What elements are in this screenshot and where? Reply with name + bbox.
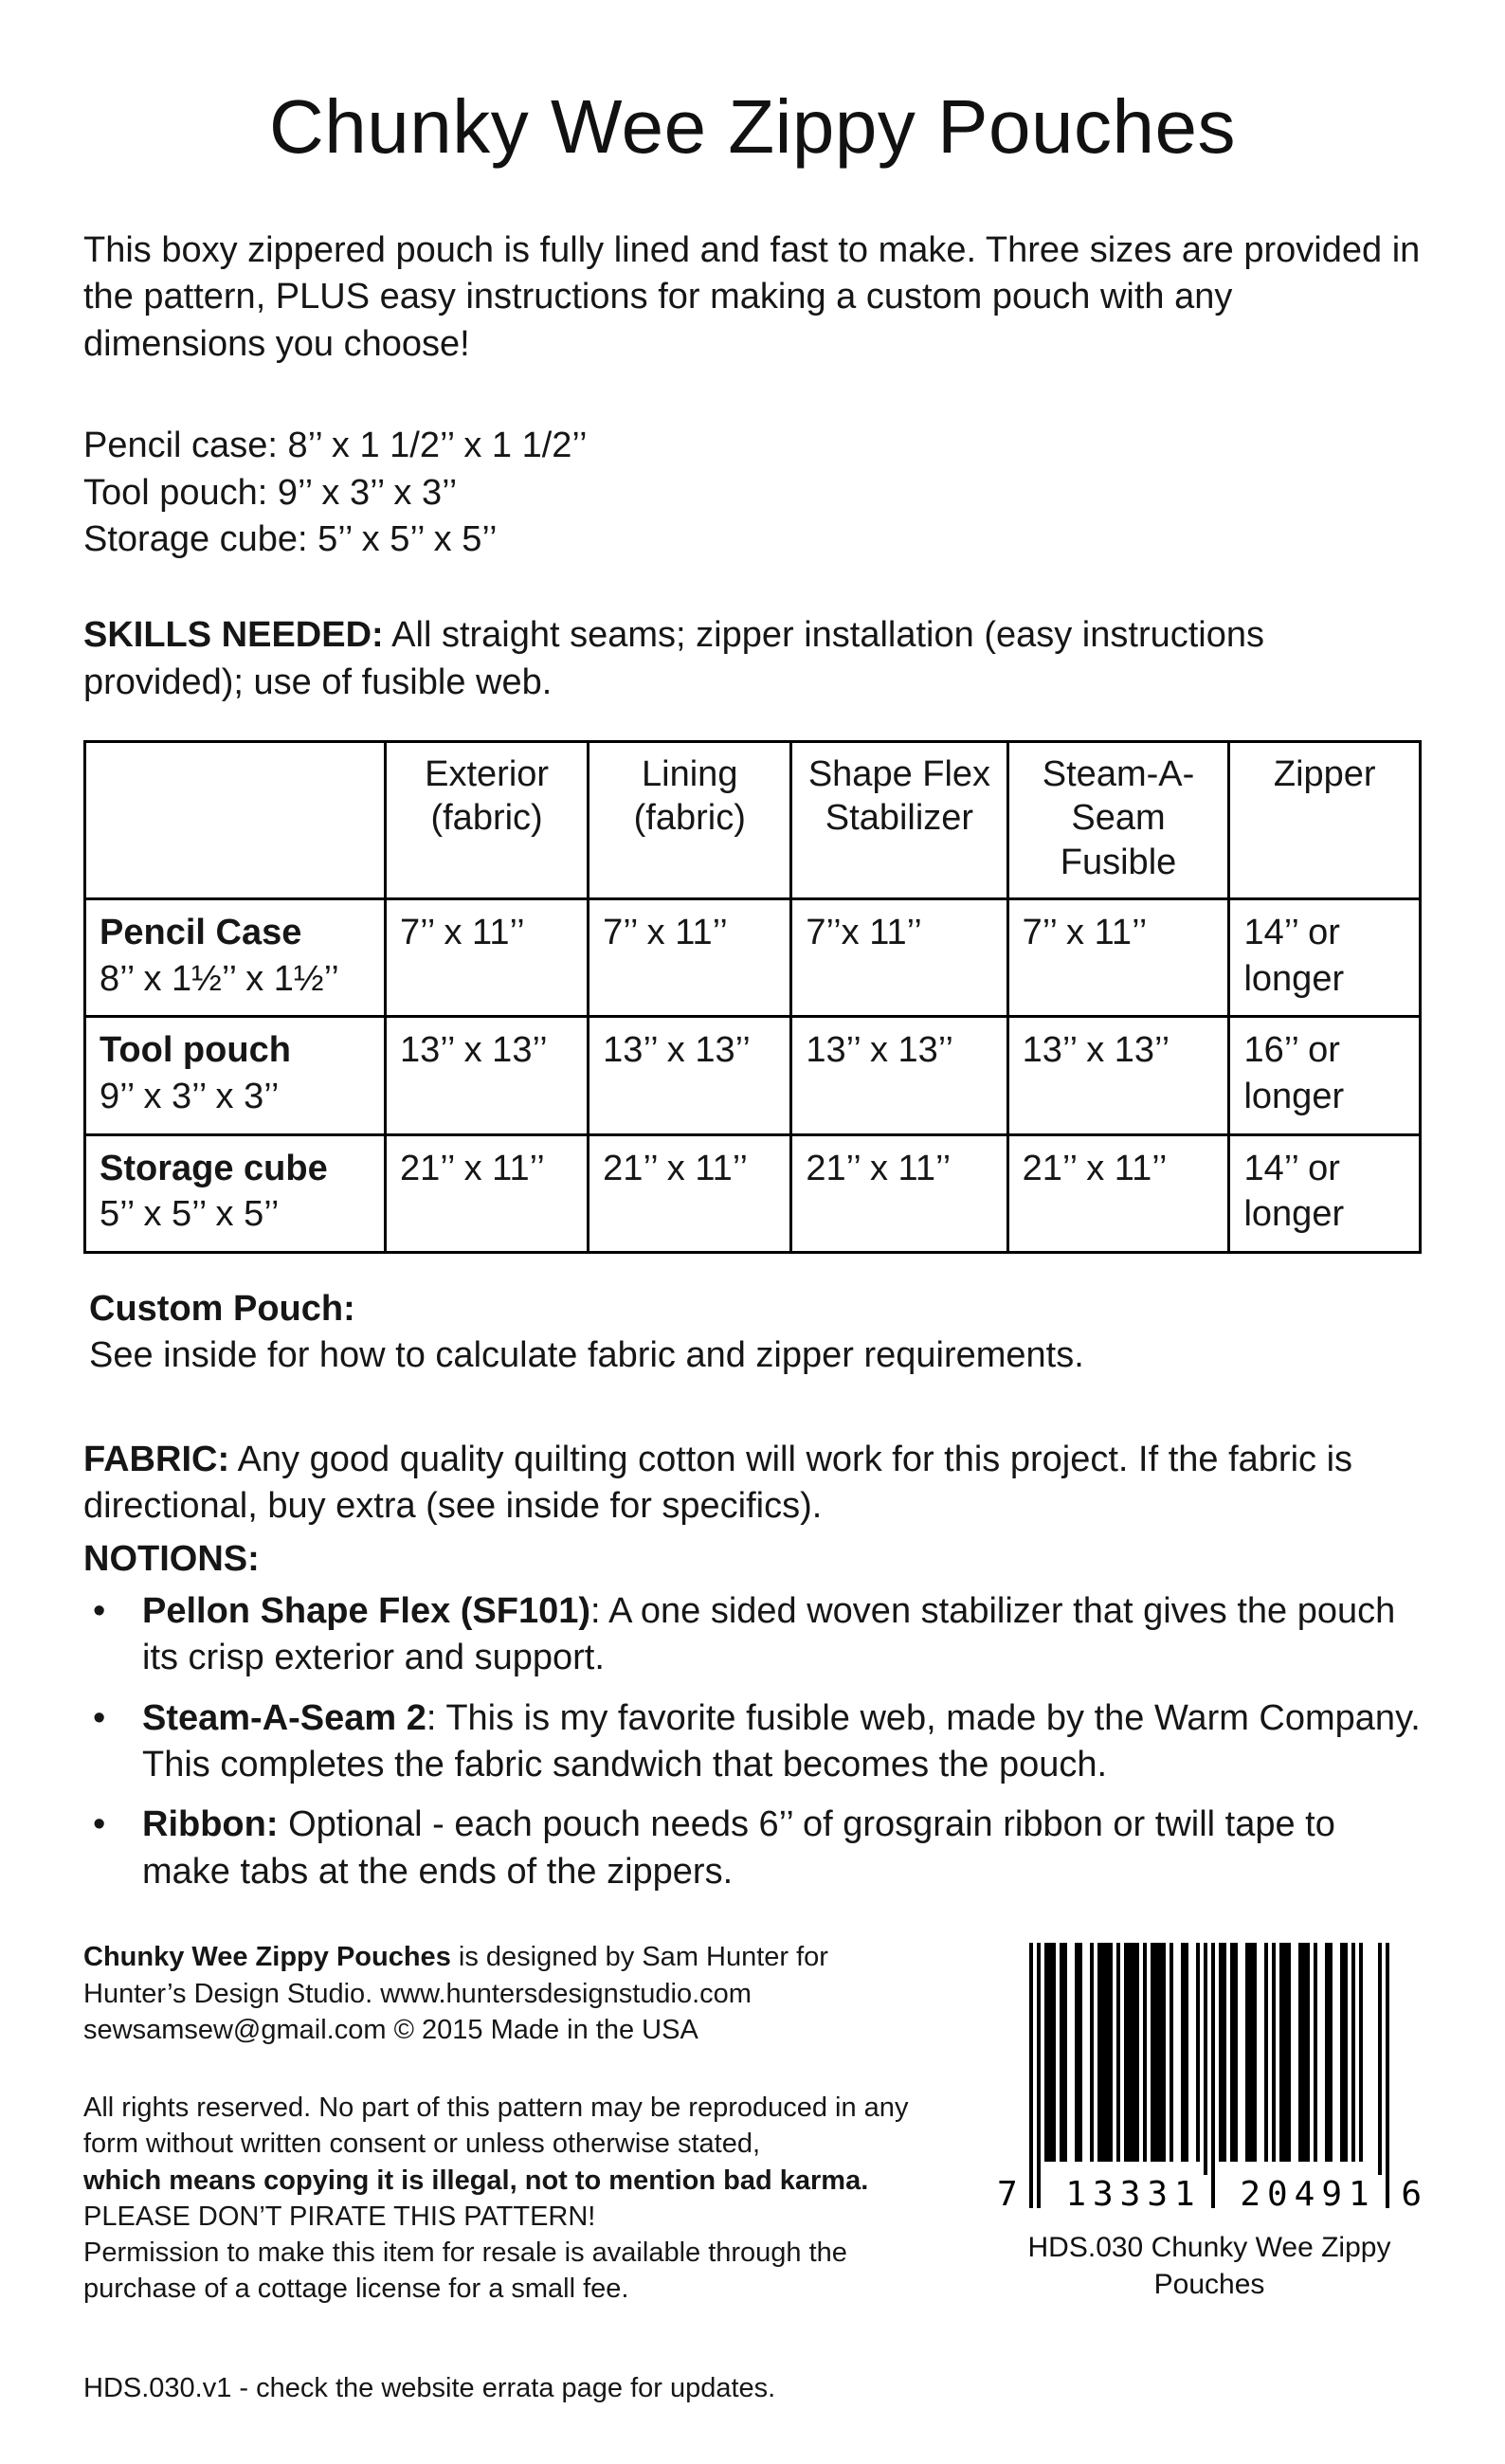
custom-pouch-label: Custom Pouch: (89, 1288, 355, 1329)
table-row-tool-pouch (85, 1017, 1421, 1134)
notion-item-steam-a-seam (83, 1695, 1422, 1789)
skills-needed-text: All straight seams; zipper installation (easy instructions provided); use of fusible web. (83, 615, 1264, 702)
row-label-storage-cube (85, 1134, 386, 1252)
barcode-group2: 20491 (1232, 2175, 1384, 2214)
notion-item-ribbon (83, 1802, 1422, 1895)
table-cell: 14’’ or longer (1229, 899, 1421, 1017)
rights-text: All rights reserved. No part of this pattern may be reproduced in any form without written consent or unless otherwise stated, (83, 2093, 909, 2160)
notion-body: : This is my favorite fusible web, made by the Warm Company. This completes the fabric sandwich that becomes the pouch. (142, 1697, 1421, 1785)
table-cell: 21’’ x 11’’ (791, 1134, 1007, 1252)
bullet-icon: • (93, 1697, 106, 1738)
table-row-pencil-case (85, 899, 1421, 1017)
column-header-zipper: Zipper (1229, 742, 1421, 899)
notion-text (142, 1695, 1422, 1789)
size-line-pencil-case: Pencil case: 8’’ x 1 1/2’’ x 1 1/2’’ (83, 426, 588, 466)
table-cell: 21’’ x 11’’ (1007, 1134, 1229, 1252)
notion-text (142, 1802, 1422, 1895)
table-cell: 21’’ x 11’’ (386, 1134, 589, 1252)
barcode (997, 1943, 1422, 2214)
table-cell: 7’’ x 11’’ (386, 899, 589, 1017)
bullet-icon: • (93, 1804, 106, 1845)
barcode-right-digit: 6 (1401, 2175, 1422, 2215)
custom-pouch-note (89, 1286, 1422, 1380)
barcode-bars (1029, 1943, 1389, 2208)
size-line-tool-pouch: Tool pouch: 9’’ x 3’’ x 3’’ (83, 472, 458, 513)
table-cell: 7’’x 11’’ (791, 899, 1007, 1017)
notion-item-shape-flex (83, 1588, 1422, 1682)
notion-body: Optional - each pouch needs 6’’ of grosgrain ribbon or twill tape to make tabs at the ends of the zippers. (142, 1804, 1335, 1892)
size-line-storage-cube: Storage cube: 5’’ x 5’’ x 5’’ (83, 518, 498, 559)
table-cell: 13’’ x 13’’ (589, 1017, 791, 1134)
credits-paragraph (83, 1939, 856, 2048)
rights-paragraph (83, 2090, 941, 2308)
custom-pouch-text: See inside for how to calculate fabric and zipper requirements. (89, 1335, 1084, 1376)
row-name: Pencil Case (100, 913, 302, 953)
table-cell: 13’’ x 13’’ (791, 1017, 1007, 1134)
row-name: Storage cube (100, 1148, 328, 1188)
rights-bold-line (83, 2163, 941, 2199)
credits-text: is designed by Sam Hunter for Hunter’s Design Studio. www.huntersdesignstudio.com (83, 1942, 828, 2009)
column-header-shape-flex: Shape Flex Stabilizer (791, 742, 1007, 899)
rights-bold-text: which means copying it is illegal, not to mention bad karma. (83, 2165, 869, 2196)
column-header-exterior: Exterior (fabric) (386, 742, 589, 899)
row-label-pencil-case (85, 899, 386, 1017)
rights-resale-text: Permission to make this item for resale is available through the purchase of a cottage license for a small fee. (83, 2238, 847, 2305)
table-cell: 13’’ x 13’’ (1007, 1017, 1229, 1134)
row-name: Tool pouch (100, 1030, 291, 1071)
intro-paragraph: This boxy zippered pouch is fully lined and fast to make. Three sizes are provided in the pattern, PLUS easy instructions for making a custom pouch with any dimensions you choose! (83, 230, 1421, 364)
notions-list (83, 1588, 1422, 1895)
row-dims: 8’’ x 1½’’ x 1½’’ (100, 958, 339, 999)
notion-text (142, 1588, 1422, 1682)
row-label-tool-pouch (85, 1017, 386, 1134)
page-title: Chunky Wee Zippy Pouches (269, 84, 1236, 169)
materials-table (83, 740, 1422, 1254)
fabric-paragraph (83, 1437, 1422, 1531)
column-header-lining: Lining (fabric) (589, 742, 791, 899)
table-header-row (85, 742, 1421, 899)
notion-lead: Ribbon: (142, 1804, 279, 1845)
footer-section (83, 1939, 1422, 2406)
skills-needed-paragraph (83, 612, 1422, 706)
barcode-caption: HDS.030 Chunky Wee Zippy Pouches (1027, 2232, 1391, 2301)
column-header-steam-a-seam: Steam-A-Seam Fusible (1007, 742, 1229, 899)
credits-title: Chunky Wee Zippy Pouches (83, 1942, 451, 1973)
notions-heading-label: NOTIONS: (83, 1538, 260, 1579)
notion-lead: Steam-A-Seam 2 (142, 1697, 426, 1738)
table-cell: 7’’ x 11’’ (1007, 899, 1229, 1017)
row-dims: 9’’ x 3’’ x 3’’ (100, 1077, 280, 1117)
table-cell: 14’’ or longer (1229, 1134, 1421, 1252)
table-cell: 13’’ x 13’’ (386, 1017, 589, 1134)
row-dims: 5’’ x 5’’ x 5’’ (100, 1194, 280, 1235)
notion-lead: Pellon Shape Flex (SF101) (142, 1590, 591, 1631)
bullet-icon: • (93, 1590, 106, 1631)
barcode-group1: 13331 (1058, 2175, 1209, 2214)
barcode-left-digit: 7 (997, 2175, 1018, 2215)
skills-needed-label: SKILLS NEEDED: (83, 615, 384, 656)
fabric-label: FABRIC: (83, 1439, 230, 1479)
credits-email-line: sewsamsew@gmail.com © 2015 Made in the USA (83, 2014, 698, 2045)
notion-body: : A one sided woven stabilizer that gives the pouch its crisp exterior and support. (142, 1590, 1396, 1678)
table-row-storage-cube (85, 1134, 1421, 1252)
table-corner-cell (85, 742, 386, 899)
sizes-list (83, 423, 1422, 563)
barcode-column (997, 1939, 1422, 2406)
table-cell: 16’’ or longer (1229, 1017, 1421, 1134)
footer-text-column (83, 1939, 969, 2406)
fabric-text: Any good quality quilting cotton will work for this project. If the fabric is directional, buy extra (see inside for specifics). (83, 1439, 1353, 1527)
pattern-version-line: HDS.030.v1 - check the website errata page for updates. (83, 2372, 776, 2403)
table-cell: 7’’ x 11’’ (589, 899, 791, 1017)
rights-pirate-line: PLEASE DON’T PIRATE THIS PATTERN! (83, 2201, 596, 2232)
notions-heading (83, 1536, 1422, 1583)
table-cell: 21’’ x 11’’ (589, 1134, 791, 1252)
